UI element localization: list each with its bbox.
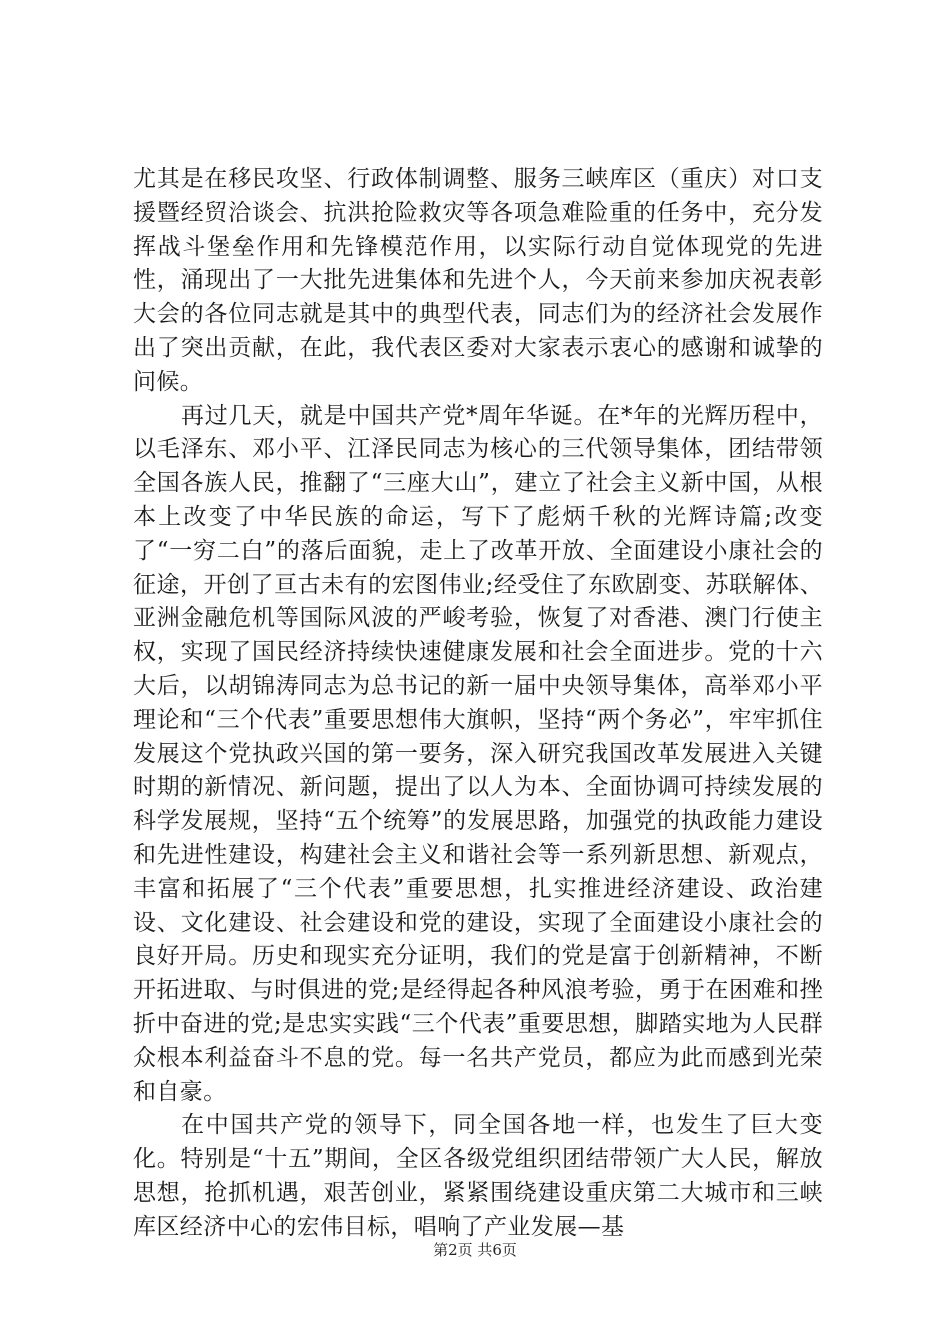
paragraph-2: 再过几天，就是中国共产党*周年华诞。在*年的光辉历程中，以毛泽东、邓小平、江泽民同志为核心的三代领导集体，团结带领全国各族人民，推翻了“三座大山”，建立了社会主义新中国，从根本上改变了中华民族的命运，写下了彪炳千秋的光辉诗篇;改变了“一穷二白”的落后面貌，走上了改革开放、全面建设小康社会的征途，开创了亘古未有的宏图伟业;经受住了东欧剧变、苏联解体、亚洲金融危机等国际风波的严峻考验，恢复了对香港、澳门行使主权，实现了国民经济持续快速健康发展和社会全面进步。党的十六大后，以胡锦涛同志为总书记的新一届中央领导集体，高举邓小平理论和“三个代表”重要思想伟大旗帜，坚持“两个务必”，牢牢抓住发展这个党执政兴国的第一要务，深入研究我国改革发展进入关键时期的新情况、新问题，提出了以人为本、全面协调可持续发展的科学发展规，坚持“五个统筹”的发展思路，加强党的执政能力建设和先进性建设，构建社会主义和谐社会等一系列新思想、新观点，丰富和拓展了“三个代表”重要思想，扎实推进经济建设、政治建设、文化建设、社会建设和党的建设，实现了全面建设小康社会的良好开局。历史和现实充分证明，我们的党是富于创新精神，不断开拓进取、与时俱进的党;是经得起各种风浪考验，勇于在困难和挫折中奋进的党;是忠实实践“三个代表”重要思想，脚踏实地为人民群众根本利益奋斗不息的党。每一名共产党员，都应为此而感到光荣和自豪。 — [133, 402, 823, 1105]
document-body — [133, 163, 823, 1245]
paragraph-3: 在中国共产党的领导下，同全国各地一样，也发生了巨大变化。特别是“十五”期间，全区各级党组织团结带领广大人民，解放思想，抢抓机遇，艰苦创业，紧紧围绕建设重庆第二大城市和三峡库区经济中心的宏伟目标，唱响了产业发展—基 — [133, 1112, 823, 1240]
paragraph-1: 尤其是在移民攻坚、行政体制调整、服务三峡库区（重庆）对口支援暨经贸洽谈会、抗洪抢险救灾等各项急难险重的任务中，充分发挥战斗堡垒作用和先锋模范作用，以实际行动自觉体现党的先进性，涌现出了一大批先进集体和先进个人，今天前来参加庆祝表彰大会的各位同志就是其中的典型代表，同志们为的经济社会发展作出了突出贡献，在此，我代表区委对大家表示衷心的感谢和诚挚的问候。 — [133, 166, 823, 395]
page-number-footer: 第2页 共6页 — [433, 1241, 517, 1259]
